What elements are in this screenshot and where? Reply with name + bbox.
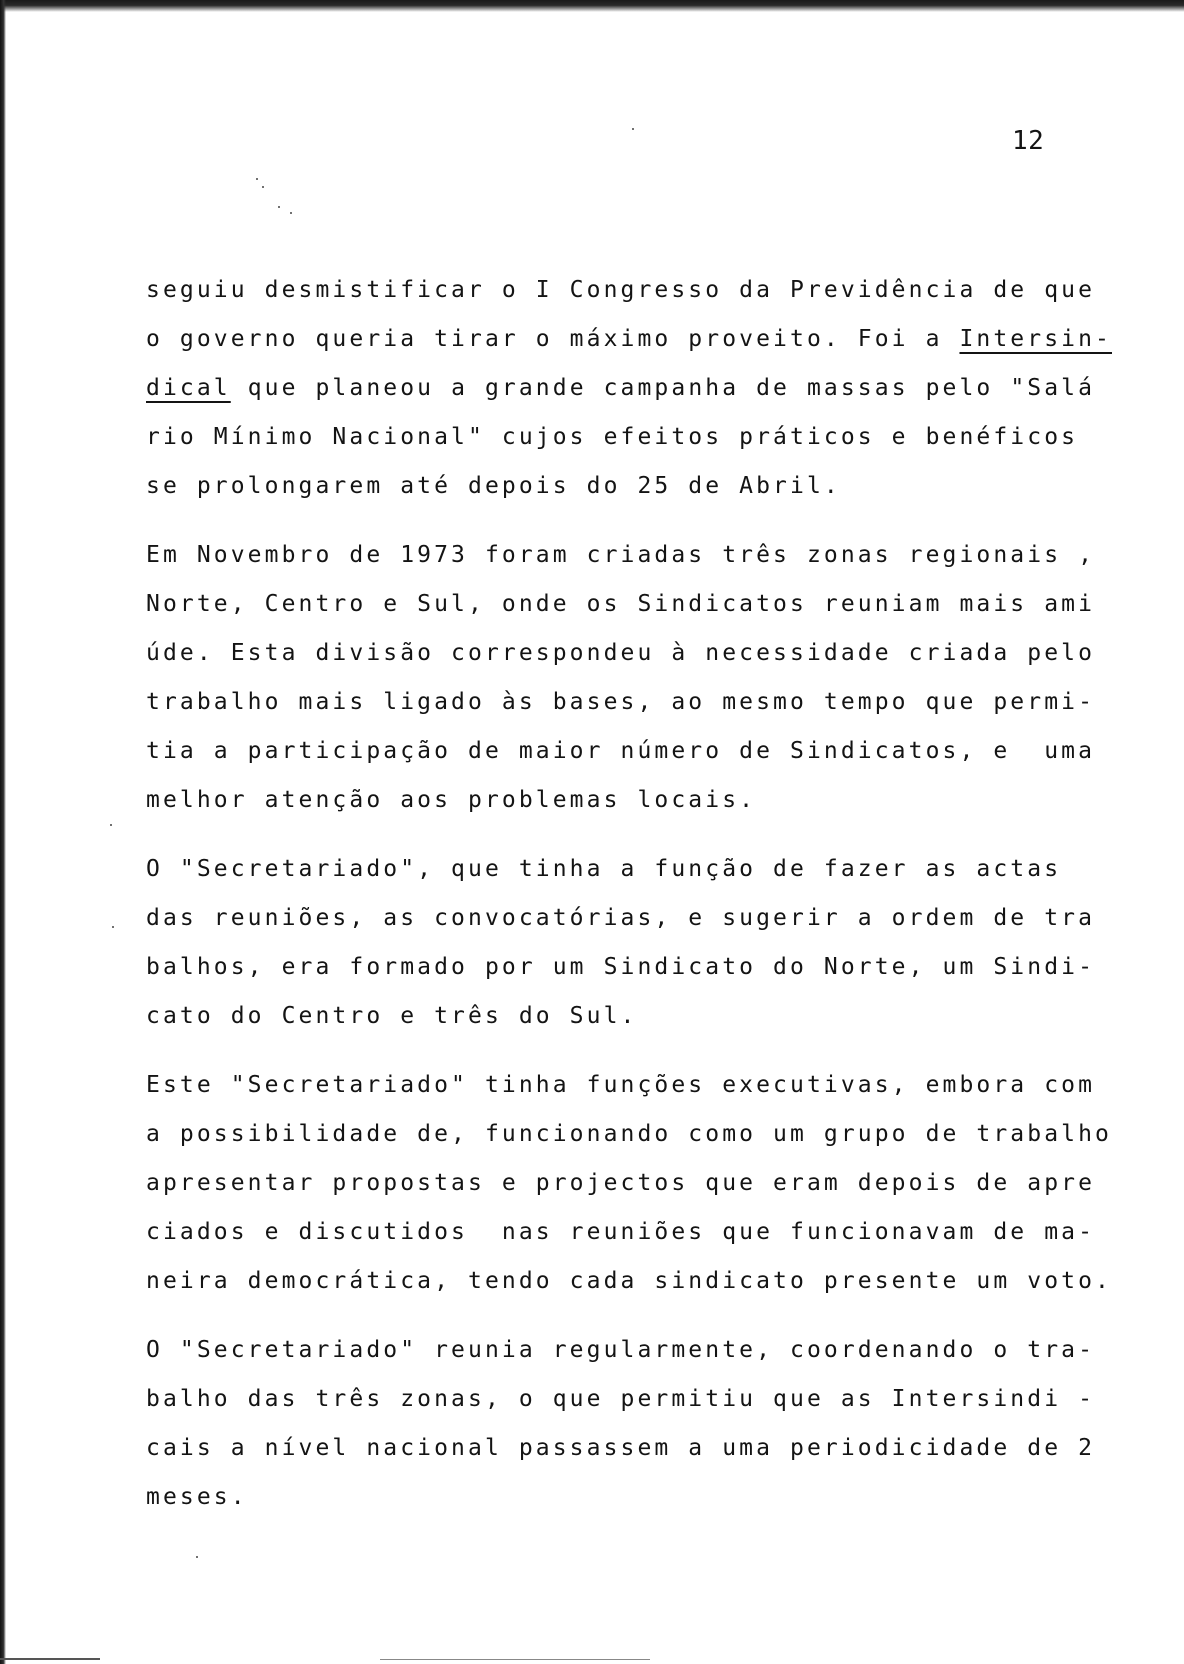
text-line bbox=[146, 1110, 1112, 1159]
text-line bbox=[146, 1473, 1086, 1522]
scan-speck bbox=[196, 1556, 198, 1558]
text-line bbox=[146, 1424, 1096, 1473]
line-text: O "Secretariado", que tinha a função de fazer as actas bbox=[146, 856, 1062, 882]
text-line bbox=[146, 943, 1096, 992]
scan-edge-left bbox=[0, 0, 6, 1664]
scan-speck bbox=[256, 178, 258, 180]
line-text: Em Novembro de 1973 foram criadas três zonas regionais , bbox=[146, 542, 1096, 568]
scan-speck bbox=[110, 824, 112, 826]
paragraph bbox=[146, 531, 1096, 825]
body-text bbox=[146, 266, 1112, 1542]
text-line bbox=[146, 531, 1096, 580]
scan-speck bbox=[262, 186, 264, 188]
page-number: 12 bbox=[1012, 126, 1045, 156]
line-text: das reuniões, as convocatórias, e sugerir a ordem de tra bbox=[146, 905, 1096, 931]
text-line bbox=[146, 1326, 1096, 1375]
text-line bbox=[146, 580, 1096, 629]
line-text: o governo queria tirar o máximo proveito. Foi a bbox=[146, 326, 960, 352]
text-line bbox=[146, 992, 1086, 1041]
scan-speck bbox=[278, 206, 280, 208]
line-text: seguiu desmistificar o I Congresso da Previdência de que bbox=[146, 277, 1096, 303]
line-text: cais a nível nacional passassem a uma periodicidade de 2 bbox=[146, 1435, 1096, 1461]
text-line bbox=[146, 1375, 1096, 1424]
text-line bbox=[146, 1257, 1112, 1306]
line-text: cato do Centro e três do Sul. bbox=[146, 1003, 638, 1029]
scan-speck bbox=[112, 926, 114, 928]
line-text: meses. bbox=[146, 1484, 248, 1510]
text-line bbox=[146, 1159, 1096, 1208]
paragraph bbox=[146, 845, 1096, 1041]
line-text: a possibilidade de, funcionando como um grupo de trabalho bbox=[146, 1121, 1112, 1147]
line-text: apresentar propostas e projectos que eram depois de apre bbox=[146, 1170, 1096, 1196]
line-text: tia a participação de maior número de Sindicatos, e uma bbox=[146, 738, 1096, 764]
line-text: úde. Esta divisão correspondeu à necessidade criada pelo bbox=[146, 640, 1096, 666]
line-text: neira democrática, tendo cada sindicato presente um voto. bbox=[146, 1268, 1112, 1294]
text-line bbox=[146, 678, 1096, 727]
line-text: que planeou a grande campanha de massas pelo "Salá bbox=[230, 375, 1096, 401]
text-line bbox=[146, 845, 1086, 894]
underlined-term: Intersin- bbox=[959, 326, 1112, 352]
text-line bbox=[146, 364, 1096, 413]
scan-speck bbox=[290, 212, 292, 214]
line-text: Este "Secretariado" tinha funções executivas, embora com bbox=[146, 1072, 1096, 1098]
line-text: rio Mínimo Nacional" cujos efeitos práticos e benéficos bbox=[146, 424, 1079, 450]
line-text: ciados e discutidos nas reuniões que funcionavam de ma- bbox=[146, 1219, 1096, 1245]
line-text: melhor atenção aos problemas locais. bbox=[146, 787, 757, 813]
text-line bbox=[146, 1061, 1096, 1110]
paragraph bbox=[146, 1326, 1096, 1522]
text-line bbox=[146, 776, 1086, 825]
text-line bbox=[146, 1208, 1096, 1257]
scan-edge-bottom-mark bbox=[380, 1659, 650, 1660]
scan-speck bbox=[632, 128, 634, 130]
text-line bbox=[146, 727, 1096, 776]
line-text: balho das três zonas, o que permitiu que as Intersindi - bbox=[146, 1386, 1096, 1412]
line-text: trabalho mais ligado às bases, ao mesmo tempo que permi- bbox=[146, 689, 1096, 715]
line-text: balhos, era formado por um Sindicato do Norte, um Sindi- bbox=[146, 954, 1096, 980]
paragraph bbox=[146, 1061, 1112, 1306]
text-line bbox=[146, 462, 1086, 511]
text-line bbox=[146, 629, 1096, 678]
line-text: Norte, Centro e Sul, onde os Sindicatos reuniam mais ami bbox=[146, 591, 1096, 617]
paragraph bbox=[146, 266, 1112, 511]
scan-edge-top bbox=[0, 0, 1184, 12]
text-line bbox=[146, 315, 1112, 364]
scan-edge-bottom bbox=[0, 1658, 100, 1660]
underlined-term: dical bbox=[146, 375, 231, 401]
text-line bbox=[146, 266, 1096, 315]
line-text: se prolongarem até depois do 25 de Abril. bbox=[146, 473, 841, 499]
text-line bbox=[146, 894, 1096, 943]
text-line bbox=[146, 413, 1086, 462]
line-text: O "Secretariado" reunia regularmente, coordenando o tra- bbox=[146, 1337, 1096, 1363]
